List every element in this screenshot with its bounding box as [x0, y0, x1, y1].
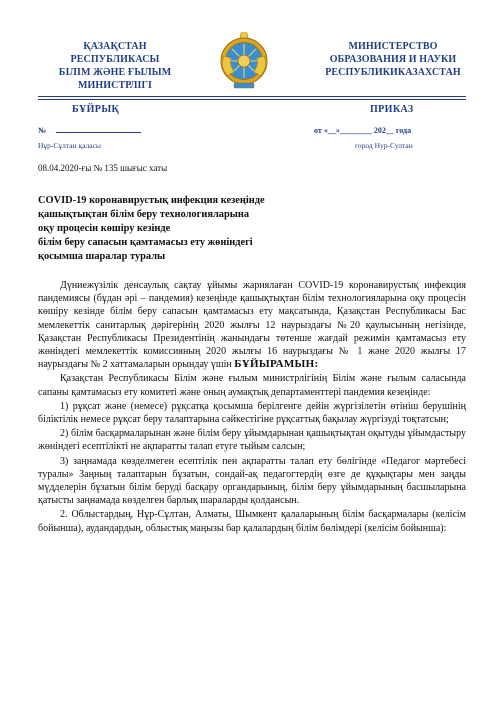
order-label-kz: БҰЙРЫҚ: [72, 104, 120, 115]
header-divider-thin: [38, 99, 466, 100]
body-paragraph: 2. Облыстардың, Нұр-Сұлтан, Алматы, Шымкент қалаларының білім басқармалары (келісім бойынша), аудандардың, облыстық маңызы бар қалалардың білім бөлімдері (келісім бойынша):: [38, 509, 466, 534]
title-line: қосымша шаралар туралы: [38, 251, 166, 262]
order-number-sign: №: [38, 126, 47, 135]
title-line: қашықтықтан білім беру технологияларына: [38, 209, 250, 220]
ministry-name-kz-line: ҚАЗАҚСТАН: [83, 41, 147, 52]
ministry-name-kz: [40, 40, 190, 92]
ministry-name-ru-line: РЕСПУБЛИКИКАЗАХСТАН: [325, 67, 461, 78]
kazakhstan-state-emblem-icon: [219, 32, 269, 90]
body-paragraph: Қазақстан Республикасы Білім және ғылым министрлігінің Білім және ғылым саласында сапаны қамтамасыз ету комитеті және оның аумақтық департаменттері пандемия кезеңінде:: [38, 373, 466, 398]
body-paragraph: 3) заңнамада көзделмеген есептілік пен ақпаратты талап ету бөлігінде «Педагог мәртебесі туралы» Заңның талаптарын бұзатын, сондай-ақ педагогтердің өзге де құқықтары мен заңды мүдделерін бұзатын білім беруді басқару органдарының, білім беру ұйымдарының басшыларына қатысты заңнамада көзделген барлық шараларды қолдансын.: [38, 455, 466, 507]
title-line: білім беру сапасын қамтамасыз ету жөніндегі: [38, 237, 253, 248]
header-divider: [38, 96, 466, 97]
ministry-name-kz-line: БІЛІМ ЖӘНЕ ҒЫЛЫМ: [58, 67, 172, 78]
orders-word: БҰЙЫРАМЫН:: [234, 358, 319, 371]
title-line: оқу процесін көшіру кезінде: [38, 223, 171, 234]
body-paragraph: 2) білім басқармаларынан және білім беру ұйымдарынан қашықтықтан оқытуды ұйымдастыру жөніндегі есептілікті не ақпаратты талап етуге тыйым салсын;: [38, 428, 466, 453]
order-date-ru: от «__»________ 202__ года: [314, 126, 412, 135]
document-body: [38, 279, 466, 536]
city-kz: Нұр-Сұлтан қаласы: [38, 141, 101, 150]
body-paragraph: 1) рұқсат және (немесе) рұқсатқа қосымша берілгенге дейін жүргізілетін өтініш берушінің біліктілік немесе рұқсат беру талаптарына сәйкестігіне рұқсаттық бақылау жүргізуді тоқтатсын;: [38, 400, 466, 426]
ministry-name-ru-line: МИНИСТЕРСТВО: [348, 41, 438, 52]
ministry-name-ru-line: ОБРАЗОВАНИЯ И НАУКИ: [329, 54, 457, 65]
document-title: [38, 194, 338, 264]
intro-text: Дүниежүзілік денсаулық сақтау ұйымы жариялаған COVID-19 коронавирустық инфекция пандемиясы (бұдан әрі – пандемия) кезеңінде қашықтықтан білім технологияларына оқу процесін көшіру кезінде білім беру сапасын қамтамасыз ету мақсатында, Қазақстан Республикасы Бас мемлекеттік санитарлық дәрігерінің 2020 жылғы 12 наурыздағы №20 қаулысының негізінде, Қазақстан Республикасы Президентінің жанындағы төтенше жағдай режимін қамтамасыз ету жөніндегі мемлекеттік комиссияның 2020 жылғы 16 наурыздағы № 1 және 2020 жылғы 17 наурыздағы № 2 хаттамаларын орындау үшін: [38, 280, 466, 371]
ministry-name-ru: [318, 40, 468, 79]
body-paragraph-intro: [38, 279, 466, 371]
ministry-name-kz-line: РЕСПУБЛИКАСЫ: [70, 54, 160, 65]
title-line: COVID-19 коронавирустық инфекция кезеңінде: [38, 195, 265, 206]
order-label-ru: ПРИКАЗ: [370, 104, 414, 115]
city-ru: город Нур-Султан: [355, 141, 413, 150]
outgoing-reference: 08.04.2020-ғы № 135 шығыс хаты: [38, 163, 168, 173]
order-number-kz: [38, 126, 141, 135]
order-number-blank: [56, 132, 141, 133]
ministry-name-kz-line: МИНИСТРЛІГІ: [78, 80, 152, 91]
